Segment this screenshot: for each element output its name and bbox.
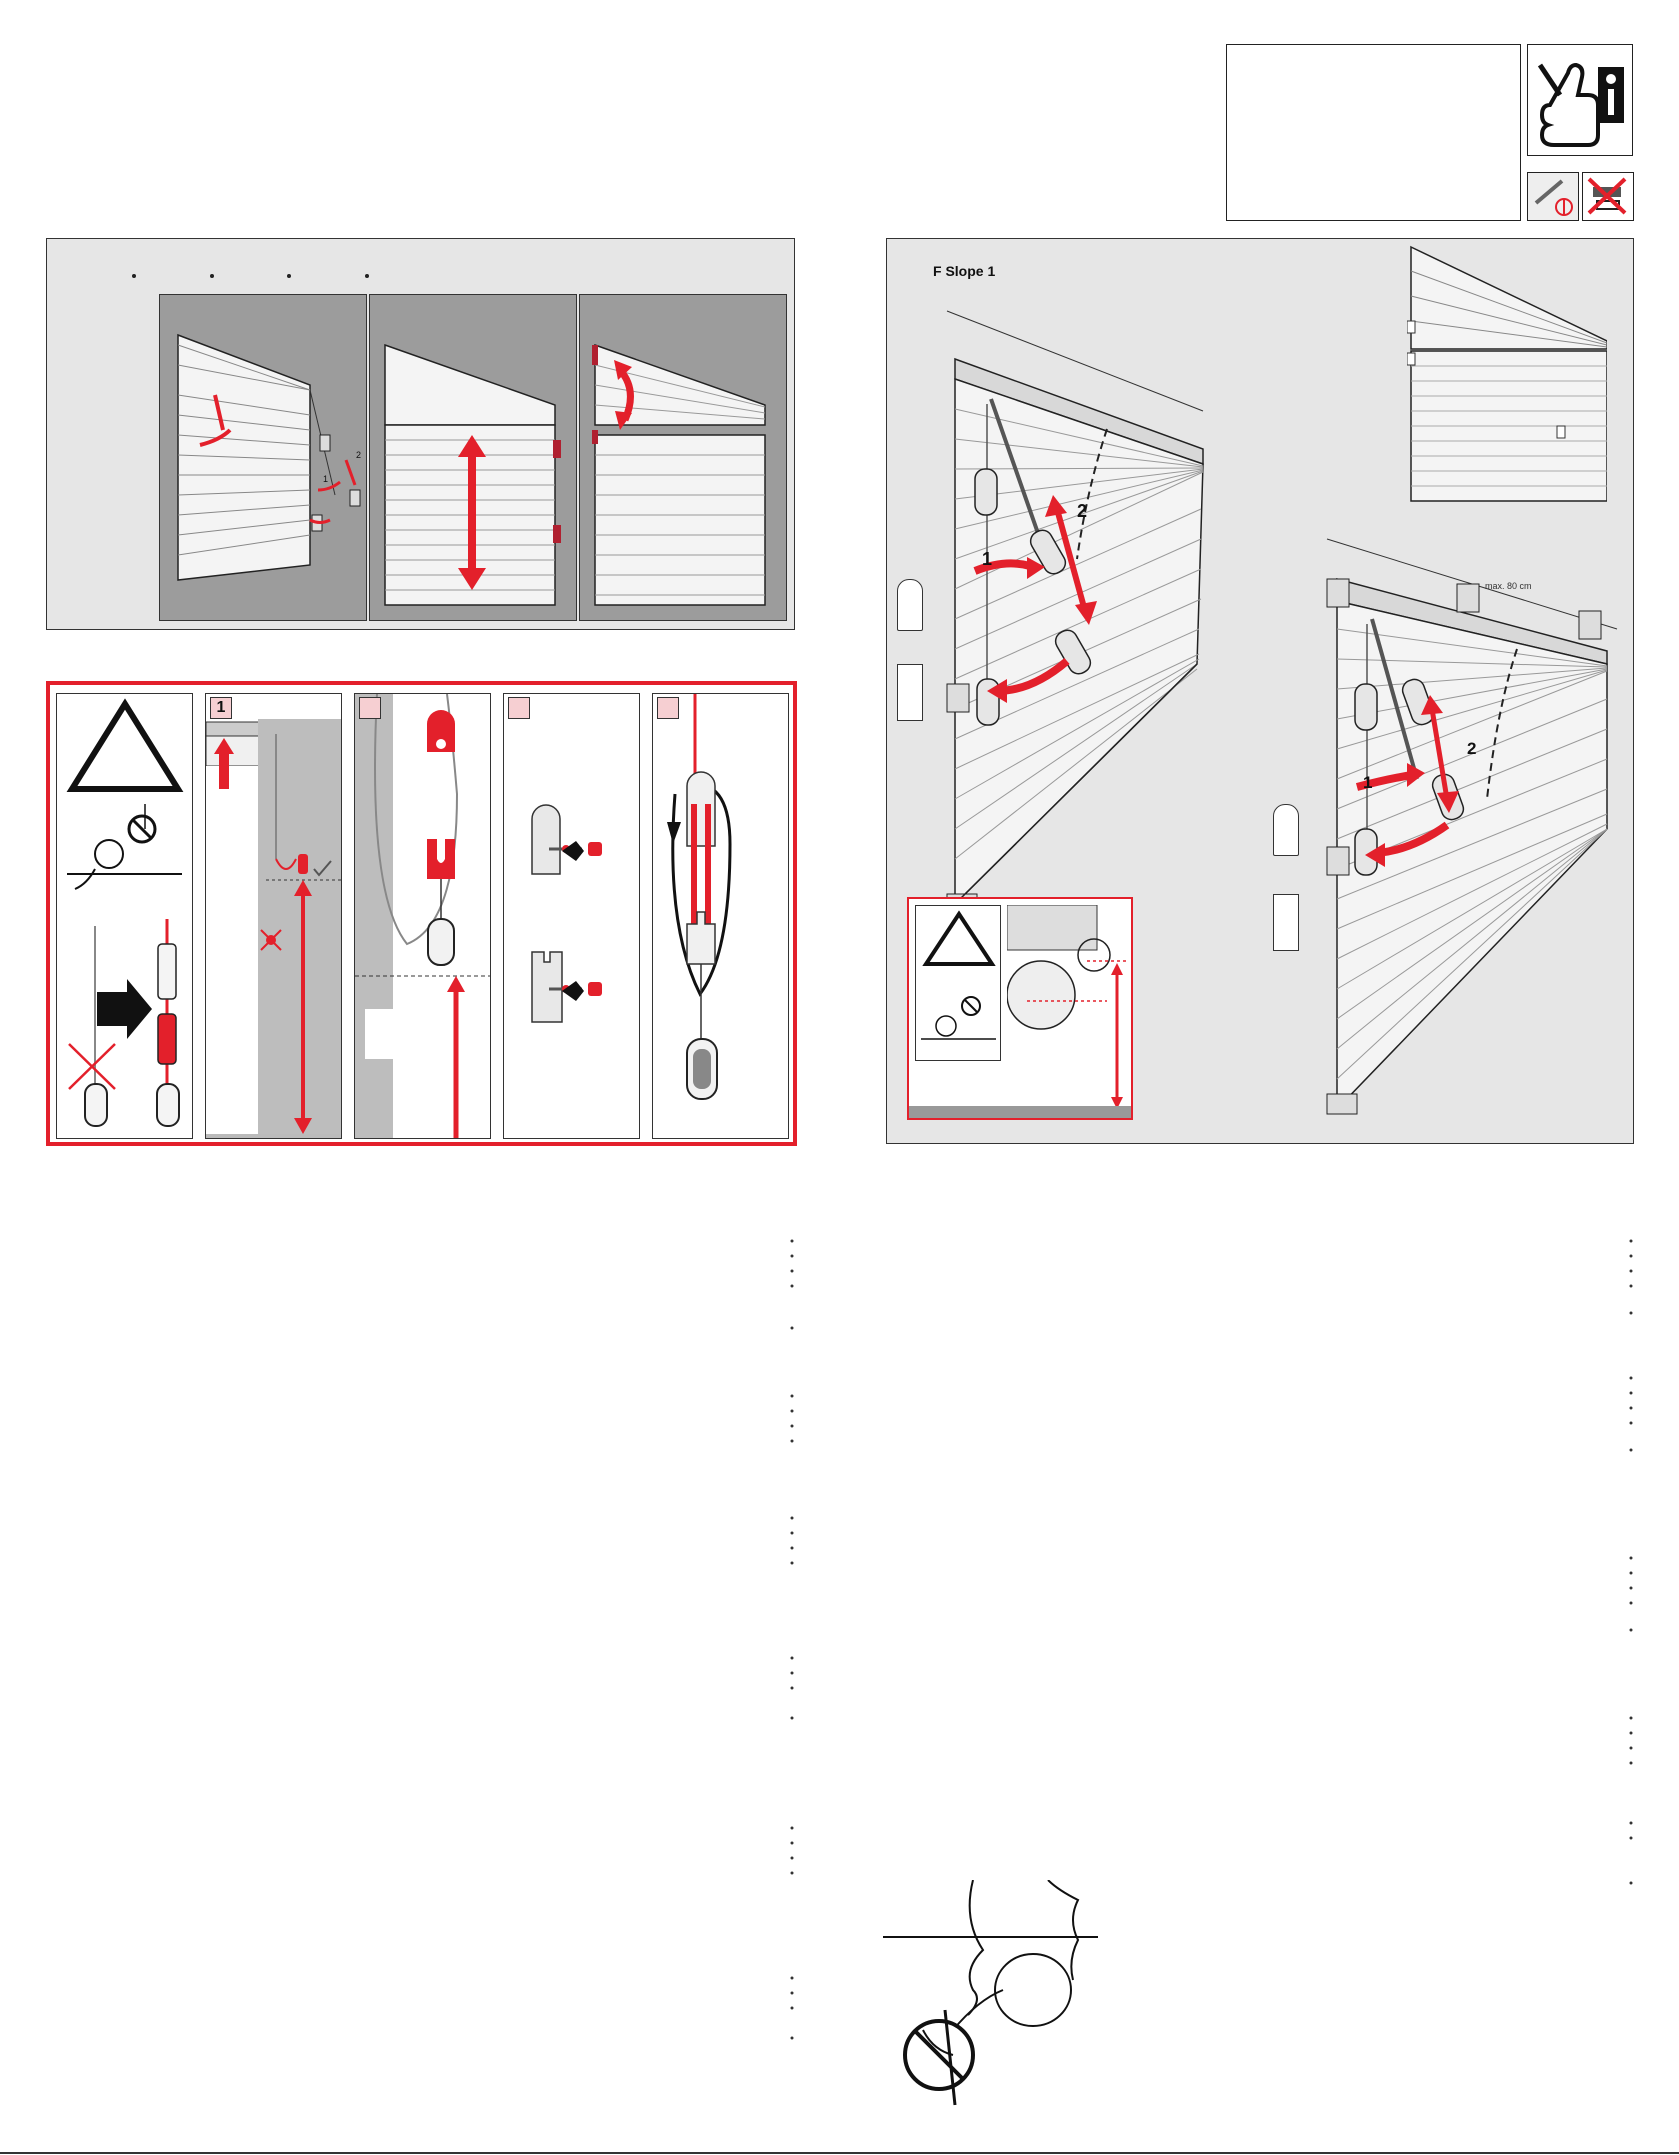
bottom-rule	[0, 2152, 1679, 2154]
info-box	[1226, 44, 1521, 221]
figure-right-title: F Slope 1	[933, 263, 996, 279]
slope-blind-secondary-image	[1307, 529, 1627, 1139]
cord-tool-icon	[1527, 172, 1579, 221]
blind-operation-image-3	[579, 294, 787, 621]
bracket-icon	[897, 579, 923, 631]
inset-safety-box	[907, 897, 1133, 1120]
bracket-icon	[1273, 894, 1299, 951]
bracket-icon	[897, 664, 923, 721]
text-column-marks-left	[789, 1238, 795, 2068]
bullet-4	[365, 274, 369, 278]
right-step-label-2: 2	[1077, 501, 1088, 521]
badge-1: 1	[210, 697, 232, 719]
thumbs-up-info-icon	[1527, 44, 1633, 156]
text-column-marks-right	[1628, 1238, 1634, 1938]
bullet-2	[210, 274, 214, 278]
badge-4	[657, 697, 679, 719]
left-step-label-1: 1	[323, 474, 329, 484]
safety-subpanel-4	[652, 693, 789, 1139]
right-step-label-2b: 2	[1467, 739, 1477, 758]
bullet-1	[132, 274, 136, 278]
safety-subpanel-2	[354, 693, 491, 1139]
no-drill-icon	[1582, 172, 1634, 221]
warning-triangle-icon	[72, 704, 178, 789]
blind-operation-image-1	[159, 294, 367, 621]
blind-operation-image-2	[369, 294, 577, 621]
safety-subpanel-warning	[56, 693, 193, 1139]
child-cord-warning-illustration	[883, 1880, 1103, 2110]
dimension-label: max. 80 cm	[1485, 581, 1532, 591]
inset-floor-bar	[909, 1106, 1131, 1118]
right-step-label-1b: 1	[1363, 773, 1373, 792]
inset-warning-subpanel	[915, 905, 1001, 1061]
bullet-3	[287, 274, 291, 278]
small-blind-image	[1407, 241, 1607, 511]
left-step-label-2: 2	[356, 450, 362, 460]
badge-2	[359, 697, 381, 719]
safety-subpanel-3	[503, 693, 640, 1139]
warning-triangle-icon	[926, 914, 992, 964]
safety-warning-panel	[46, 681, 797, 1146]
figure-left-panel	[46, 238, 795, 630]
bracket-icon	[1273, 804, 1299, 856]
safety-subpanel-1	[205, 693, 342, 1139]
badge-3	[508, 697, 530, 719]
right-step-label-1: 1	[982, 549, 993, 569]
figure-right-panel	[886, 238, 1634, 1144]
